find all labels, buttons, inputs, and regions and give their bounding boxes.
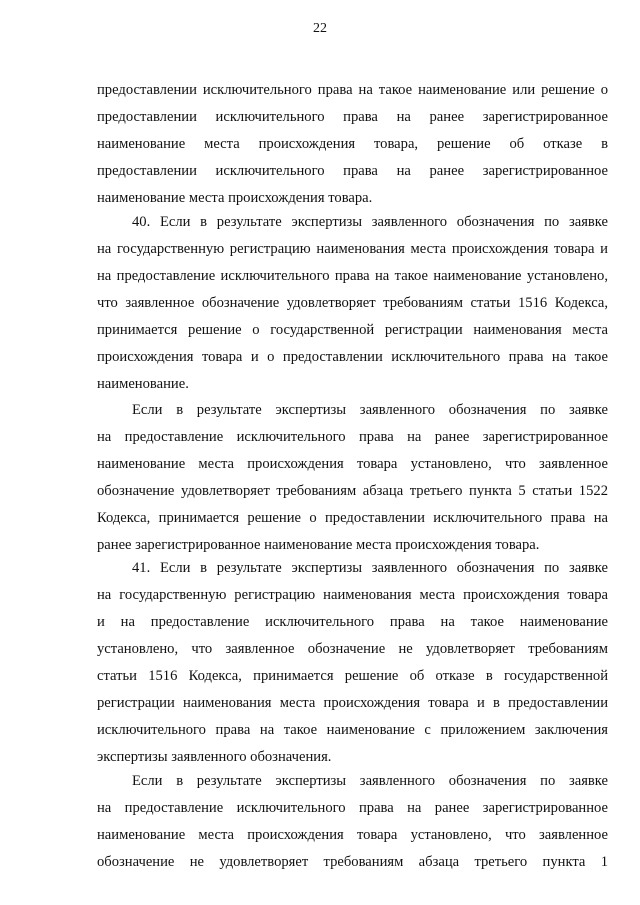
text-line: предоставлении исключительного права на ранее зарегистрированное	[97, 163, 608, 179]
paragraph-41	[97, 555, 608, 771]
text-line: принимается решение о государственной регистрации наименования места	[97, 322, 608, 338]
text-line: наименование места происхождения товара.	[97, 190, 373, 206]
text-line: Если в результате экспертизы заявленного обозначения по заявке	[132, 402, 608, 418]
text-line: наименование места происхождения товара установлено, что заявленное	[97, 827, 608, 843]
text-line: Кодекса, принимается решение о предоставлении исключительного права на	[97, 510, 608, 526]
text-line: 40. Если в результате экспертизы заявленного обозначения по заявке	[132, 214, 608, 230]
text-line: на предоставление исключительного права на ранее зарегистрированное	[97, 429, 608, 445]
text-line: статьи 1516 Кодекса, принимается решение об отказе в государственной	[97, 668, 608, 684]
paragraph-40-second	[97, 397, 608, 559]
text-line: и на предоставление исключительного права на такое наименование	[97, 614, 608, 630]
paragraph-41-second	[97, 768, 608, 876]
text-line: экспертизы заявленного обозначения.	[97, 749, 332, 765]
text-line: на предоставление исключительного права на ранее зарегистрированное	[97, 800, 608, 816]
text-line: происхождения товара и о предоставлении исключительного права на такое	[97, 349, 608, 365]
text-line: установлено, что заявленное обозначение не удовлетворяет требованиям	[97, 641, 608, 657]
text-line: на предоставление исключительного права на такое наименование установлено,	[97, 268, 608, 284]
text-line: обозначение не удовлетворяет требованиям абзаца третьего пункта 1	[97, 854, 608, 870]
text-line: регистрации наименования места происхождения товара и в предоставлении	[97, 695, 608, 711]
text-line: на государственную регистрацию наименования места происхождения товара	[97, 587, 608, 603]
text-line: наименование места происхождения товара установлено, что заявленное	[97, 456, 608, 472]
text-line: исключительного права на такое наименование с приложением заключения	[97, 722, 608, 738]
paragraph-40	[97, 209, 608, 398]
paragraph-continuation	[97, 77, 608, 212]
text-line: 41. Если в результате экспертизы заявленного обозначения по заявке	[132, 560, 608, 576]
text-line: наименование места происхождения товара, решение об отказе в	[97, 136, 608, 152]
text-line: наименование.	[97, 376, 189, 392]
text-line: обозначение удовлетворяет требованиям абзаца третьего пункта 5 статьи 1522	[97, 483, 608, 499]
text-line: ранее зарегистрированное наименование места происхождения товара.	[97, 537, 540, 553]
text-line: что заявленное обозначение удовлетворяет требованиям статьи 1516 Кодекса,	[97, 295, 608, 311]
text-line: Если в результате экспертизы заявленного обозначения по заявке	[132, 773, 608, 789]
page-number: 22	[313, 21, 327, 36]
text-line: на государственную регистрацию наименования места происхождения товара и	[97, 241, 608, 257]
text-line: предоставлении исключительного права на такое наименование или решение о	[97, 82, 608, 98]
text-line: предоставлении исключительного права на ранее зарегистрированное	[97, 109, 608, 125]
